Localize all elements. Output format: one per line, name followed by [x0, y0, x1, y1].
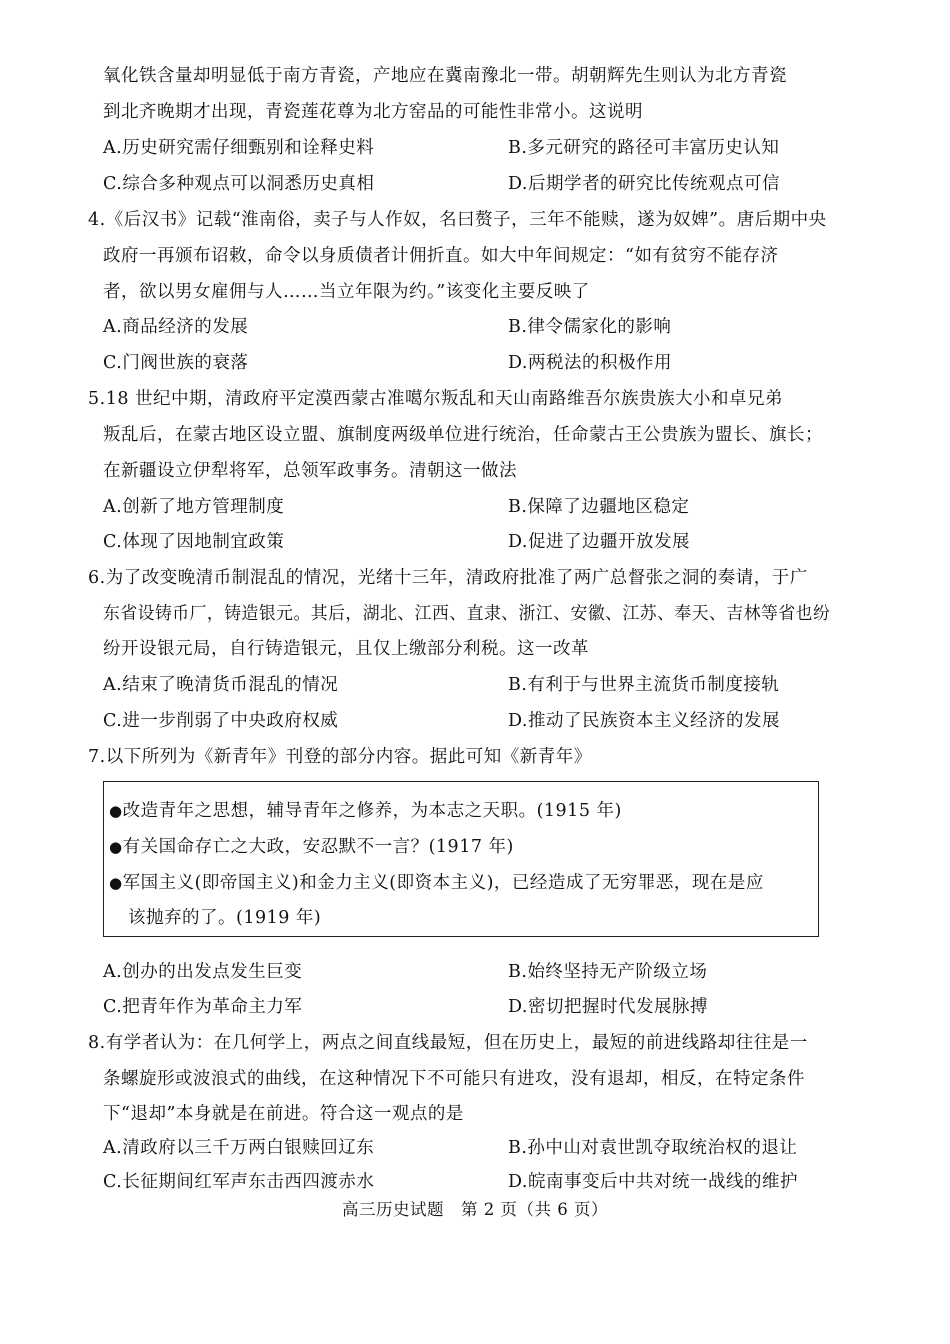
- q4-stem-line-2: 政府一再颁布诏敕，命令以身质债者计佣折直。如大中年间规定：“如有贫穷不能存济: [103, 246, 779, 266]
- q7-quote-item-3: [109, 869, 764, 894]
- q7-quote-item-2: [109, 833, 514, 858]
- page-footer: 高三历史试题 第 2 页（共 6 页）: [342, 1200, 608, 1219]
- q6-stem-line-3: 纷开设银元局，自行铸造银元，且仅上缴部分利税。这一改革: [103, 639, 589, 659]
- q5-stem-line-3: 在新疆设立伊犁将军，总领军政事务。清朝这一做法: [103, 461, 517, 481]
- q8-option-c: C.长征期间红军声东击西四渡赤水: [103, 1172, 375, 1192]
- bullet-icon: ●: [109, 802, 123, 820]
- q4-option-d: D.两税法的积极作用: [508, 353, 672, 373]
- q6-stem-line-1: 6.为了改变晚清币制混乱的情况，光绪十三年，清政府批准了两广总督张之洞的奏请，于广: [88, 568, 808, 588]
- bullet-icon: ●: [109, 838, 123, 856]
- q8-stem-line-2: 条螺旋形或波浪式的曲线，在这种情况下不可能只有进攻，没有退却，相反，在特定条件: [103, 1069, 805, 1089]
- q7-quote-item-1: [109, 797, 622, 822]
- q8-stem-line-1: 8.有学者认为：在几何学上，两点之间直线最短，但在历史上，最短的前进线路却往往是一: [88, 1033, 808, 1053]
- q6-option-a: A.结束了晚清货币混乱的情况: [103, 675, 339, 695]
- q4-stem-line-3: 者，欲以男女雇佣与人……当立年限为约。”该变化主要反映了: [103, 282, 590, 302]
- q7-quote-text-2: 有关国命存亡之大政，安忍默不一言？(1917 年): [122, 837, 514, 857]
- q4-option-c: C.门阀世族的衰落: [103, 353, 249, 373]
- q7-quote-text-3a: 军国主义(即帝国主义)和金力主义(即资本主义)，已经造成了无穷罪恶，现在是应: [122, 873, 764, 893]
- bullet-icon: ●: [109, 874, 123, 892]
- q5-option-b: B.保障了边疆地区稳定: [508, 497, 690, 517]
- q5-stem-line-2: 叛乱后，在蒙古地区设立盟、旗制度两级单位进行统治，任命蒙古王公贵族为盟长、旗长；: [103, 425, 823, 445]
- q7-option-c: C.把青年作为革命主力军: [103, 997, 303, 1017]
- q3-stem-line-2: 到北齐晚期才出现，青瓷莲花尊为北方窑品的可能性非常小。这说明: [103, 102, 643, 122]
- q3-option-a: A.历史研究需仔细甄别和诠释史料: [103, 138, 375, 158]
- q7-quote-text-3b: 该抛弃的了。(1919 年): [128, 908, 322, 928]
- q8-option-b: B.孙中山对袁世凯夺取统治权的退让: [508, 1138, 798, 1158]
- q6-option-d: D.推动了民族资本主义经济的发展: [508, 711, 780, 731]
- q6-option-c: C.进一步削弱了中央政府权威: [103, 711, 339, 731]
- q7-quote-box: [103, 781, 819, 937]
- q3-option-c: C.综合多种观点可以洞悉历史真相: [103, 174, 375, 194]
- q5-option-a: A.创新了地方管理制度: [103, 497, 285, 517]
- q6-option-b: B.有利于与世界主流货币制度接轨: [508, 675, 780, 695]
- q8-option-d: D.皖南事变后中共对统一战线的维护: [508, 1172, 798, 1192]
- q4-option-b: B.律令儒家化的影响: [508, 317, 672, 337]
- q8-option-a: A.清政府以三千万两白银赎回辽东: [103, 1138, 375, 1158]
- q7-stem: 7.以下所列为《新青年》刊登的部分内容。据此可知《新青年》: [88, 747, 592, 767]
- q4-stem-line-1: 4.《后汉书》记载“淮南俗，卖子与人作奴，名曰赘子，三年不能赎，遂为奴婢”。唐后期中央: [88, 210, 827, 230]
- q5-option-d: D.促进了边疆开放发展: [508, 532, 690, 552]
- q7-quote-text-1: 改造青年之思想，辅导青年之修养，为本志之天职。(1915 年): [122, 801, 622, 821]
- q3-option-d: D.后期学者的研究比传统观点可信: [508, 174, 780, 194]
- q3-stem-line-1: 氧化铁含量却明显低于南方青瓷，产地应在冀南豫北一带。胡朝辉先生则认为北方青瓷: [103, 66, 787, 86]
- q5-stem-line-1: 5.18 世纪中期，清政府平定漠西蒙古准噶尔叛乱和天山南路维吾尔族贵族大小和卓兄弟: [88, 389, 784, 409]
- q7-option-a: A.创办的出发点发生巨变: [103, 962, 303, 982]
- q8-stem-line-3: 下“退却”本身就是在前进。符合这一观点的是: [103, 1104, 464, 1124]
- q6-stem-line-2: 东省设铸币厂，铸造银元。其后，湖北、江西、直隶、浙江、安徽、江苏、奉天、吉林等省也纷: [103, 604, 831, 624]
- q7-option-b: B.始终坚持无产阶级立场: [508, 962, 708, 982]
- q3-option-b: B.多元研究的路径可丰富历史认知: [508, 138, 780, 158]
- q5-option-c: C.体现了因地制宜政策: [103, 532, 285, 552]
- q4-option-a: A.商品经济的发展: [103, 317, 249, 337]
- q7-option-d: D.密切把握时代发展脉搏: [508, 997, 708, 1017]
